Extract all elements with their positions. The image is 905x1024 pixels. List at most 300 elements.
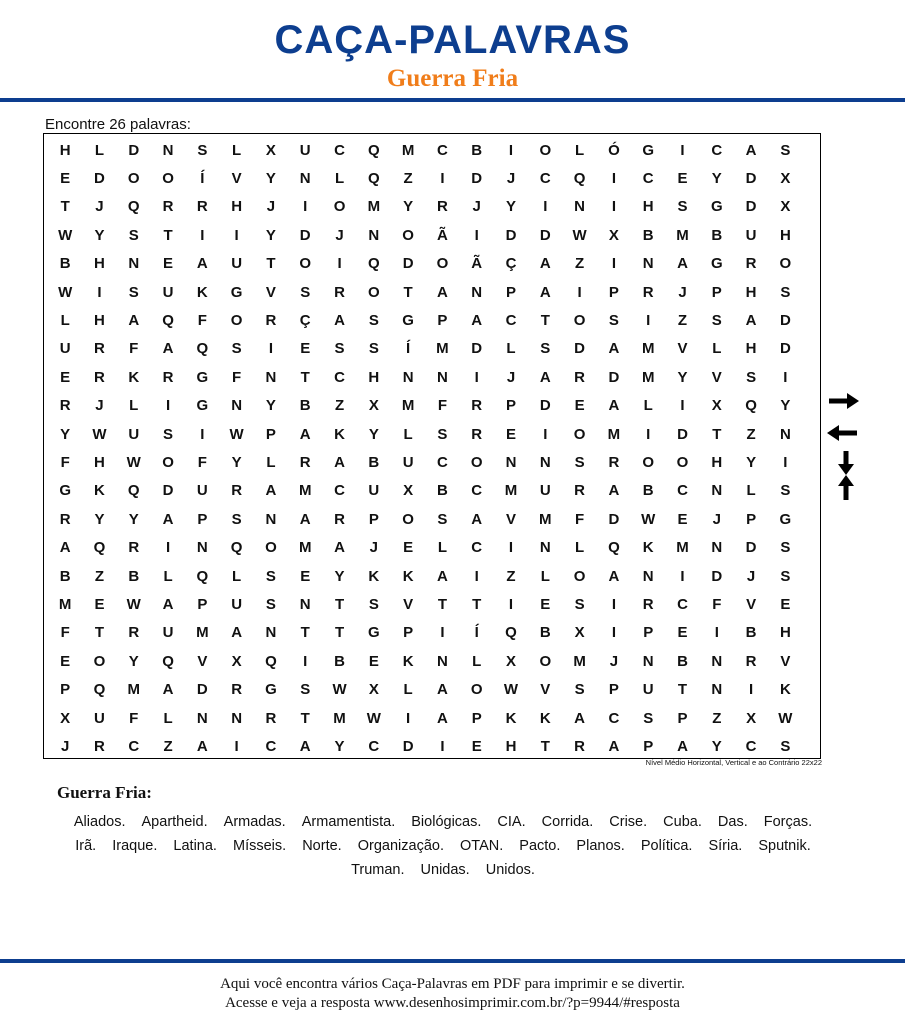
grid-cell: N: [711, 482, 723, 500]
grid-cell: B: [128, 567, 140, 585]
grid-cell: R: [231, 482, 243, 500]
grid-cell: Z: [712, 709, 722, 727]
header-divider: [0, 98, 905, 102]
grid-cell: A: [196, 737, 208, 755]
grid-cell: O: [93, 652, 106, 670]
grid-cell: C: [436, 141, 448, 159]
footer-line-2: Acesse e veja a resposta www.desenhosimprimir.com.br/?p=9944/#resposta: [225, 995, 680, 1011]
grid-cell: Q: [127, 198, 140, 216]
grid-cell: X: [780, 170, 791, 188]
grid-cell: Q: [745, 397, 757, 415]
word-item: Armamentista.: [301, 814, 396, 830]
grid-cell: A: [436, 283, 448, 301]
grid-cell: L: [746, 482, 756, 500]
grid-cell: A: [574, 709, 586, 727]
grid-cell: S: [780, 539, 791, 557]
grid-cell: D: [94, 170, 105, 188]
grid-cell: Ã: [436, 226, 448, 244]
grid-cell: S: [231, 340, 242, 358]
grid-cell: D: [608, 368, 620, 386]
arrow-right-icon: [826, 388, 860, 414]
grid-cell: N: [162, 141, 174, 159]
word-item: Unidos.: [485, 862, 535, 878]
grid-cell: A: [334, 539, 345, 557]
grid-cell: O: [436, 255, 449, 273]
grid-cell: R: [265, 312, 277, 330]
grid-cell: E: [677, 170, 688, 188]
grid-cell: D: [608, 510, 620, 528]
grid-cell: D: [574, 340, 586, 358]
grid-cell: R: [265, 709, 277, 727]
grid-cell: T: [300, 368, 310, 386]
grid-cell: O: [779, 255, 792, 273]
direction-legend: [826, 388, 862, 500]
grid-cell: L: [232, 567, 242, 585]
grid-cell: V: [506, 510, 517, 528]
grid-cell: B: [745, 624, 757, 642]
grid-cell: D: [539, 397, 551, 415]
grid-cell: A: [608, 397, 620, 415]
grid-cell: T: [60, 198, 70, 216]
word-item: Mísseis.: [233, 838, 287, 854]
grid-cell: R: [642, 595, 654, 613]
grid-cell: S: [746, 368, 757, 386]
grid-cell: I: [680, 397, 685, 415]
grid-cell: A: [677, 255, 688, 273]
grid-cell: A: [539, 283, 551, 301]
grid-cell: L: [437, 539, 447, 557]
grid-cell: N: [642, 652, 654, 670]
word-item: Cuba.: [663, 814, 702, 830]
grid-cell: U: [162, 624, 174, 642]
grid-cell: N: [471, 283, 483, 301]
grid-cell: E: [403, 539, 414, 557]
grid-cell: N: [402, 368, 414, 386]
grid-cell: A: [162, 340, 174, 358]
grid-cell: C: [334, 368, 345, 386]
grid-cell: O: [539, 652, 552, 670]
grid-cell: R: [608, 453, 620, 471]
grid-cell: S: [128, 226, 139, 244]
grid-cell: Y: [128, 510, 139, 528]
grid-cell: E: [163, 255, 174, 273]
grid-cell: T: [334, 624, 345, 642]
grid-cell: M: [401, 141, 415, 159]
grid-cell: I: [440, 737, 445, 755]
grid-cell: L: [472, 652, 482, 670]
grid-cell: S: [437, 510, 448, 528]
grid-cell: D: [745, 198, 757, 216]
grid-cell: Y: [711, 170, 722, 188]
grid-cell: I: [646, 425, 651, 443]
grid-cell: P: [197, 510, 208, 528]
grid-cell: Q: [93, 681, 106, 699]
grid-cell: I: [680, 141, 685, 159]
grid-cell: T: [540, 737, 550, 755]
grid-cell: G: [779, 510, 792, 528]
grid-cell: C: [711, 141, 723, 159]
grid-cell: V: [403, 595, 414, 613]
grid-cell: J: [95, 198, 104, 216]
grid-cell: Q: [196, 340, 209, 358]
grid-cell: C: [265, 737, 277, 755]
grid-cell: I: [611, 595, 616, 613]
grid-cell: K: [402, 652, 414, 670]
grid-cell: E: [780, 595, 791, 613]
grid-cell: S: [643, 709, 654, 727]
grid-cell: H: [94, 312, 105, 330]
grid-cell: M: [676, 226, 689, 244]
grid-cell: R: [299, 453, 311, 471]
grid-cell: Q: [265, 652, 277, 670]
grid-cell: O: [162, 170, 174, 188]
grid-cell: O: [265, 539, 277, 557]
grid-cell: X: [60, 709, 71, 727]
grid-cell: U: [59, 340, 71, 358]
grid-cell: N: [299, 170, 311, 188]
grid-cell: X: [403, 482, 414, 500]
grid-cell: Ç: [299, 312, 311, 330]
word-list-title: Guerra Fria:: [57, 783, 152, 802]
grid-cell: A: [745, 141, 757, 159]
grid-cell: S: [780, 737, 791, 755]
grid-cell: O: [299, 255, 312, 273]
grid-cell: A: [299, 425, 311, 443]
grid-cell: Y: [711, 737, 722, 755]
grid-cell: T: [712, 425, 722, 443]
grid-cell: O: [573, 567, 586, 585]
grid-cell: W: [778, 709, 793, 727]
grid-cell: K: [368, 567, 380, 585]
page-subtitle: Guerra Fria: [386, 65, 519, 92]
grid-cell: O: [367, 283, 380, 301]
grid-cell: I: [440, 624, 445, 642]
grid-cell: I: [680, 567, 685, 585]
grid-cell: S: [677, 198, 688, 216]
grid-cell: I: [303, 198, 308, 216]
grid-cell: M: [436, 340, 449, 358]
grid-cell: X: [574, 624, 585, 642]
grid-cell: G: [710, 255, 723, 273]
grid-cell: N: [368, 226, 380, 244]
grid-cell: I: [508, 539, 514, 557]
puzzle-instruction: Encontre 26 palavras:: [45, 116, 191, 133]
grid-cell: D: [196, 681, 208, 699]
grid-cell: R: [162, 368, 174, 386]
level-note: Nível Médio Horizontal, Vertical e ao Contrário 22x22: [645, 758, 822, 767]
grid-cell: I: [268, 340, 274, 358]
grid-cell: R: [574, 368, 586, 386]
grid-cell: N: [539, 539, 551, 557]
arrow-left-icon: [826, 420, 860, 446]
grid-cell: X: [746, 709, 757, 727]
grid-cell: B: [368, 453, 380, 471]
grid-cell: A: [162, 681, 174, 699]
grid-cell: Y: [94, 510, 105, 528]
grid-cell: Z: [746, 425, 756, 443]
grid-cell: Z: [575, 255, 585, 273]
grid-cell: Q: [367, 170, 380, 188]
grid-cell: Y: [60, 425, 71, 443]
grid-cell: C: [642, 170, 654, 188]
grid-cell: I: [337, 255, 342, 273]
grid-cell: A: [436, 681, 448, 699]
grid-cell: R: [471, 397, 483, 415]
grid-cell: P: [746, 510, 757, 528]
grid-cell: Ó: [608, 141, 620, 159]
grid-cell: R: [59, 510, 71, 528]
grid-cell: V: [540, 681, 551, 699]
grid-cell: Q: [608, 539, 620, 557]
grid-cell: C: [436, 453, 448, 471]
grid-cell: K: [539, 709, 551, 727]
grid-cell: S: [608, 312, 619, 330]
grid-cell: Í: [406, 340, 411, 358]
grid-cell: Y: [780, 397, 791, 415]
grid-cell: A: [231, 624, 243, 642]
word-item: Iraque.: [112, 838, 158, 854]
grid-cell: N: [436, 652, 448, 670]
grid-cell: J: [746, 567, 756, 585]
grid-cell: D: [779, 340, 791, 358]
grid-cell: L: [403, 425, 413, 443]
grid-cell: C: [608, 709, 620, 727]
grid-cell: E: [677, 624, 688, 642]
grid-cell: O: [573, 425, 586, 443]
grid-cell: H: [779, 624, 791, 642]
grid-cell: I: [543, 425, 548, 443]
grid-cell: I: [508, 595, 514, 613]
grid-cell: A: [745, 312, 757, 330]
grid-cell: I: [165, 539, 171, 557]
grid-cell: A: [196, 255, 208, 273]
grid-cell: J: [335, 226, 344, 244]
grid-cell: P: [368, 510, 379, 528]
grid-cell: A: [471, 312, 483, 330]
grid-cell: F: [712, 595, 722, 613]
grid-cell: C: [334, 482, 345, 500]
grid-cell: N: [779, 425, 791, 443]
grid-cell: A: [539, 255, 551, 273]
grid-cell: M: [298, 539, 312, 557]
grid-cell: U: [539, 482, 551, 500]
word-item: Pacto.: [519, 838, 561, 854]
grid-cell: Z: [94, 567, 105, 585]
grid-cell: A: [677, 737, 688, 755]
grid-cell: I: [508, 141, 514, 159]
grid-cell: A: [608, 737, 620, 755]
word-item: Aliados.: [73, 814, 126, 830]
grid-cell: F: [197, 312, 207, 330]
grid-cell: A: [299, 510, 311, 528]
grid-cell: U: [231, 255, 243, 273]
grid-cell: P: [471, 709, 482, 727]
grid-cell: T: [266, 255, 276, 273]
grid-cell: G: [265, 681, 277, 699]
grid-cell: T: [472, 595, 482, 613]
grid-cell: I: [474, 226, 479, 244]
grid-cell: S: [368, 312, 379, 330]
grid-cell: K: [779, 681, 791, 699]
grid-cell: W: [92, 425, 107, 443]
grid-cell: P: [677, 709, 688, 727]
grid-cell: D: [299, 226, 311, 244]
grid-cell: S: [574, 453, 585, 471]
grid-cell: M: [504, 482, 518, 500]
word-item: Política.: [640, 838, 693, 854]
grid-cell: N: [265, 510, 277, 528]
grid-cell: J: [369, 539, 378, 557]
grid-cell: N: [539, 453, 551, 471]
grid-cell: C: [128, 737, 140, 755]
grid-cell: F: [232, 368, 242, 386]
grid-cell: F: [575, 510, 585, 528]
grid-cell: B: [59, 255, 71, 273]
grid-cell: D: [539, 226, 551, 244]
grid-cell: M: [401, 397, 415, 415]
grid-cell: G: [402, 312, 414, 330]
grid-cell: N: [711, 652, 723, 670]
grid-cell: T: [540, 312, 550, 330]
grid-cell: J: [95, 397, 104, 415]
grid-cell: C: [334, 141, 345, 159]
grid-cell: M: [127, 681, 140, 699]
grid-cell: S: [780, 141, 791, 159]
grid-cell: N: [642, 567, 654, 585]
grid-cell: V: [711, 368, 722, 386]
grid-cell: H: [779, 226, 791, 244]
grid-cell: Z: [677, 312, 688, 330]
grid-cell: U: [368, 482, 380, 500]
grid-cell: I: [543, 198, 548, 216]
grid-cell: O: [333, 198, 346, 216]
grid-cell: L: [129, 397, 139, 415]
grid-cell: H: [94, 255, 105, 273]
grid-cell: G: [230, 283, 243, 301]
grid-cell: J: [609, 652, 619, 670]
grid-cell: B: [677, 652, 688, 670]
grid-cell: Z: [163, 737, 173, 755]
grid-cell: D: [471, 170, 483, 188]
grid-cell: H: [642, 198, 654, 216]
grid-cell: I: [749, 681, 754, 699]
word-list: [62, 810, 824, 882]
grid-cell: D: [128, 141, 140, 159]
grid-cell: N: [265, 624, 277, 642]
grid-cell: I: [165, 397, 171, 415]
grid-cell: A: [162, 595, 174, 613]
grid-cell: Y: [403, 198, 414, 216]
grid-cell: C: [745, 737, 757, 755]
grid-cell: L: [403, 681, 413, 699]
grid-cell: S: [265, 567, 276, 585]
grid-cell: O: [127, 170, 140, 188]
grid-cell: I: [783, 368, 788, 386]
grid-cell: A: [334, 453, 345, 471]
grid-cell: K: [402, 567, 414, 585]
grid-cell: N: [128, 255, 140, 273]
word-item: Crise.: [609, 814, 648, 830]
grid-cell: M: [58, 595, 72, 613]
grid-cell: Q: [162, 312, 174, 330]
grid-cell: F: [60, 624, 70, 642]
word-item: Armadas.: [223, 814, 286, 830]
grid-cell: R: [128, 539, 140, 557]
grid-cell: S: [197, 141, 208, 159]
word-item: Latina.: [173, 838, 217, 854]
grid-cell: N: [196, 539, 208, 557]
grid-cell: Y: [334, 737, 345, 755]
grid-cell: G: [59, 482, 71, 500]
grid-cell: H: [59, 141, 71, 159]
grid-cell: Y: [265, 170, 276, 188]
grid-cell: N: [711, 539, 723, 557]
word-item: Truman.: [351, 862, 405, 878]
grid-cell: S: [265, 595, 276, 613]
grid-cell: B: [642, 482, 654, 500]
grid-cell: S: [437, 425, 448, 443]
grid-cell: L: [334, 170, 345, 188]
grid-cell: W: [332, 681, 347, 699]
grid-cell: Y: [231, 453, 242, 471]
grid-cell: G: [196, 397, 209, 415]
grid-cell: S: [231, 510, 242, 528]
grid-cell: D: [162, 482, 174, 500]
grid-cell: Y: [94, 226, 105, 244]
grid-cell: A: [265, 482, 277, 500]
grid-cell: U: [196, 482, 208, 500]
grid-cell: N: [265, 368, 277, 386]
grid-cell: W: [641, 510, 656, 528]
grid-cell: Z: [334, 397, 345, 415]
grid-cell: T: [300, 624, 310, 642]
grid-cell: X: [265, 141, 276, 159]
grid-cell: U: [745, 226, 757, 244]
grid-cell: E: [506, 425, 517, 443]
grid-cell: P: [437, 312, 448, 330]
grid-cell: B: [711, 226, 723, 244]
grid-cell: K: [94, 482, 105, 500]
grid-cell: L: [575, 141, 585, 159]
grid-cell: T: [437, 595, 447, 613]
grid-cell: I: [234, 737, 239, 755]
arrow-up-icon: [826, 474, 860, 500]
grid-cell: O: [470, 681, 483, 699]
arrow-down-icon: [826, 450, 860, 476]
grid-cell: R: [471, 425, 483, 443]
grid-cell: I: [783, 453, 788, 471]
grid-cell: L: [60, 312, 70, 330]
grid-cell: S: [540, 340, 551, 358]
word-item: Irã.: [75, 838, 97, 854]
grid-cell: M: [641, 368, 655, 386]
grid-cell: Í: [200, 170, 205, 188]
grid-cell: P: [608, 283, 619, 301]
grid-cell: J: [712, 510, 721, 528]
grid-cell: U: [162, 283, 174, 301]
grid-cell: L: [232, 141, 242, 159]
grid-cell: R: [128, 624, 140, 642]
grid-cell: E: [574, 397, 585, 415]
grid-cell: V: [677, 340, 688, 358]
grid-cell: U: [231, 595, 243, 613]
grid-cell: D: [779, 312, 791, 330]
grid-cell: A: [334, 312, 345, 330]
grid-cell: F: [437, 397, 447, 415]
grid-cell: R: [745, 255, 757, 273]
grid-cell: E: [60, 652, 71, 670]
grid-cell: V: [231, 170, 242, 188]
